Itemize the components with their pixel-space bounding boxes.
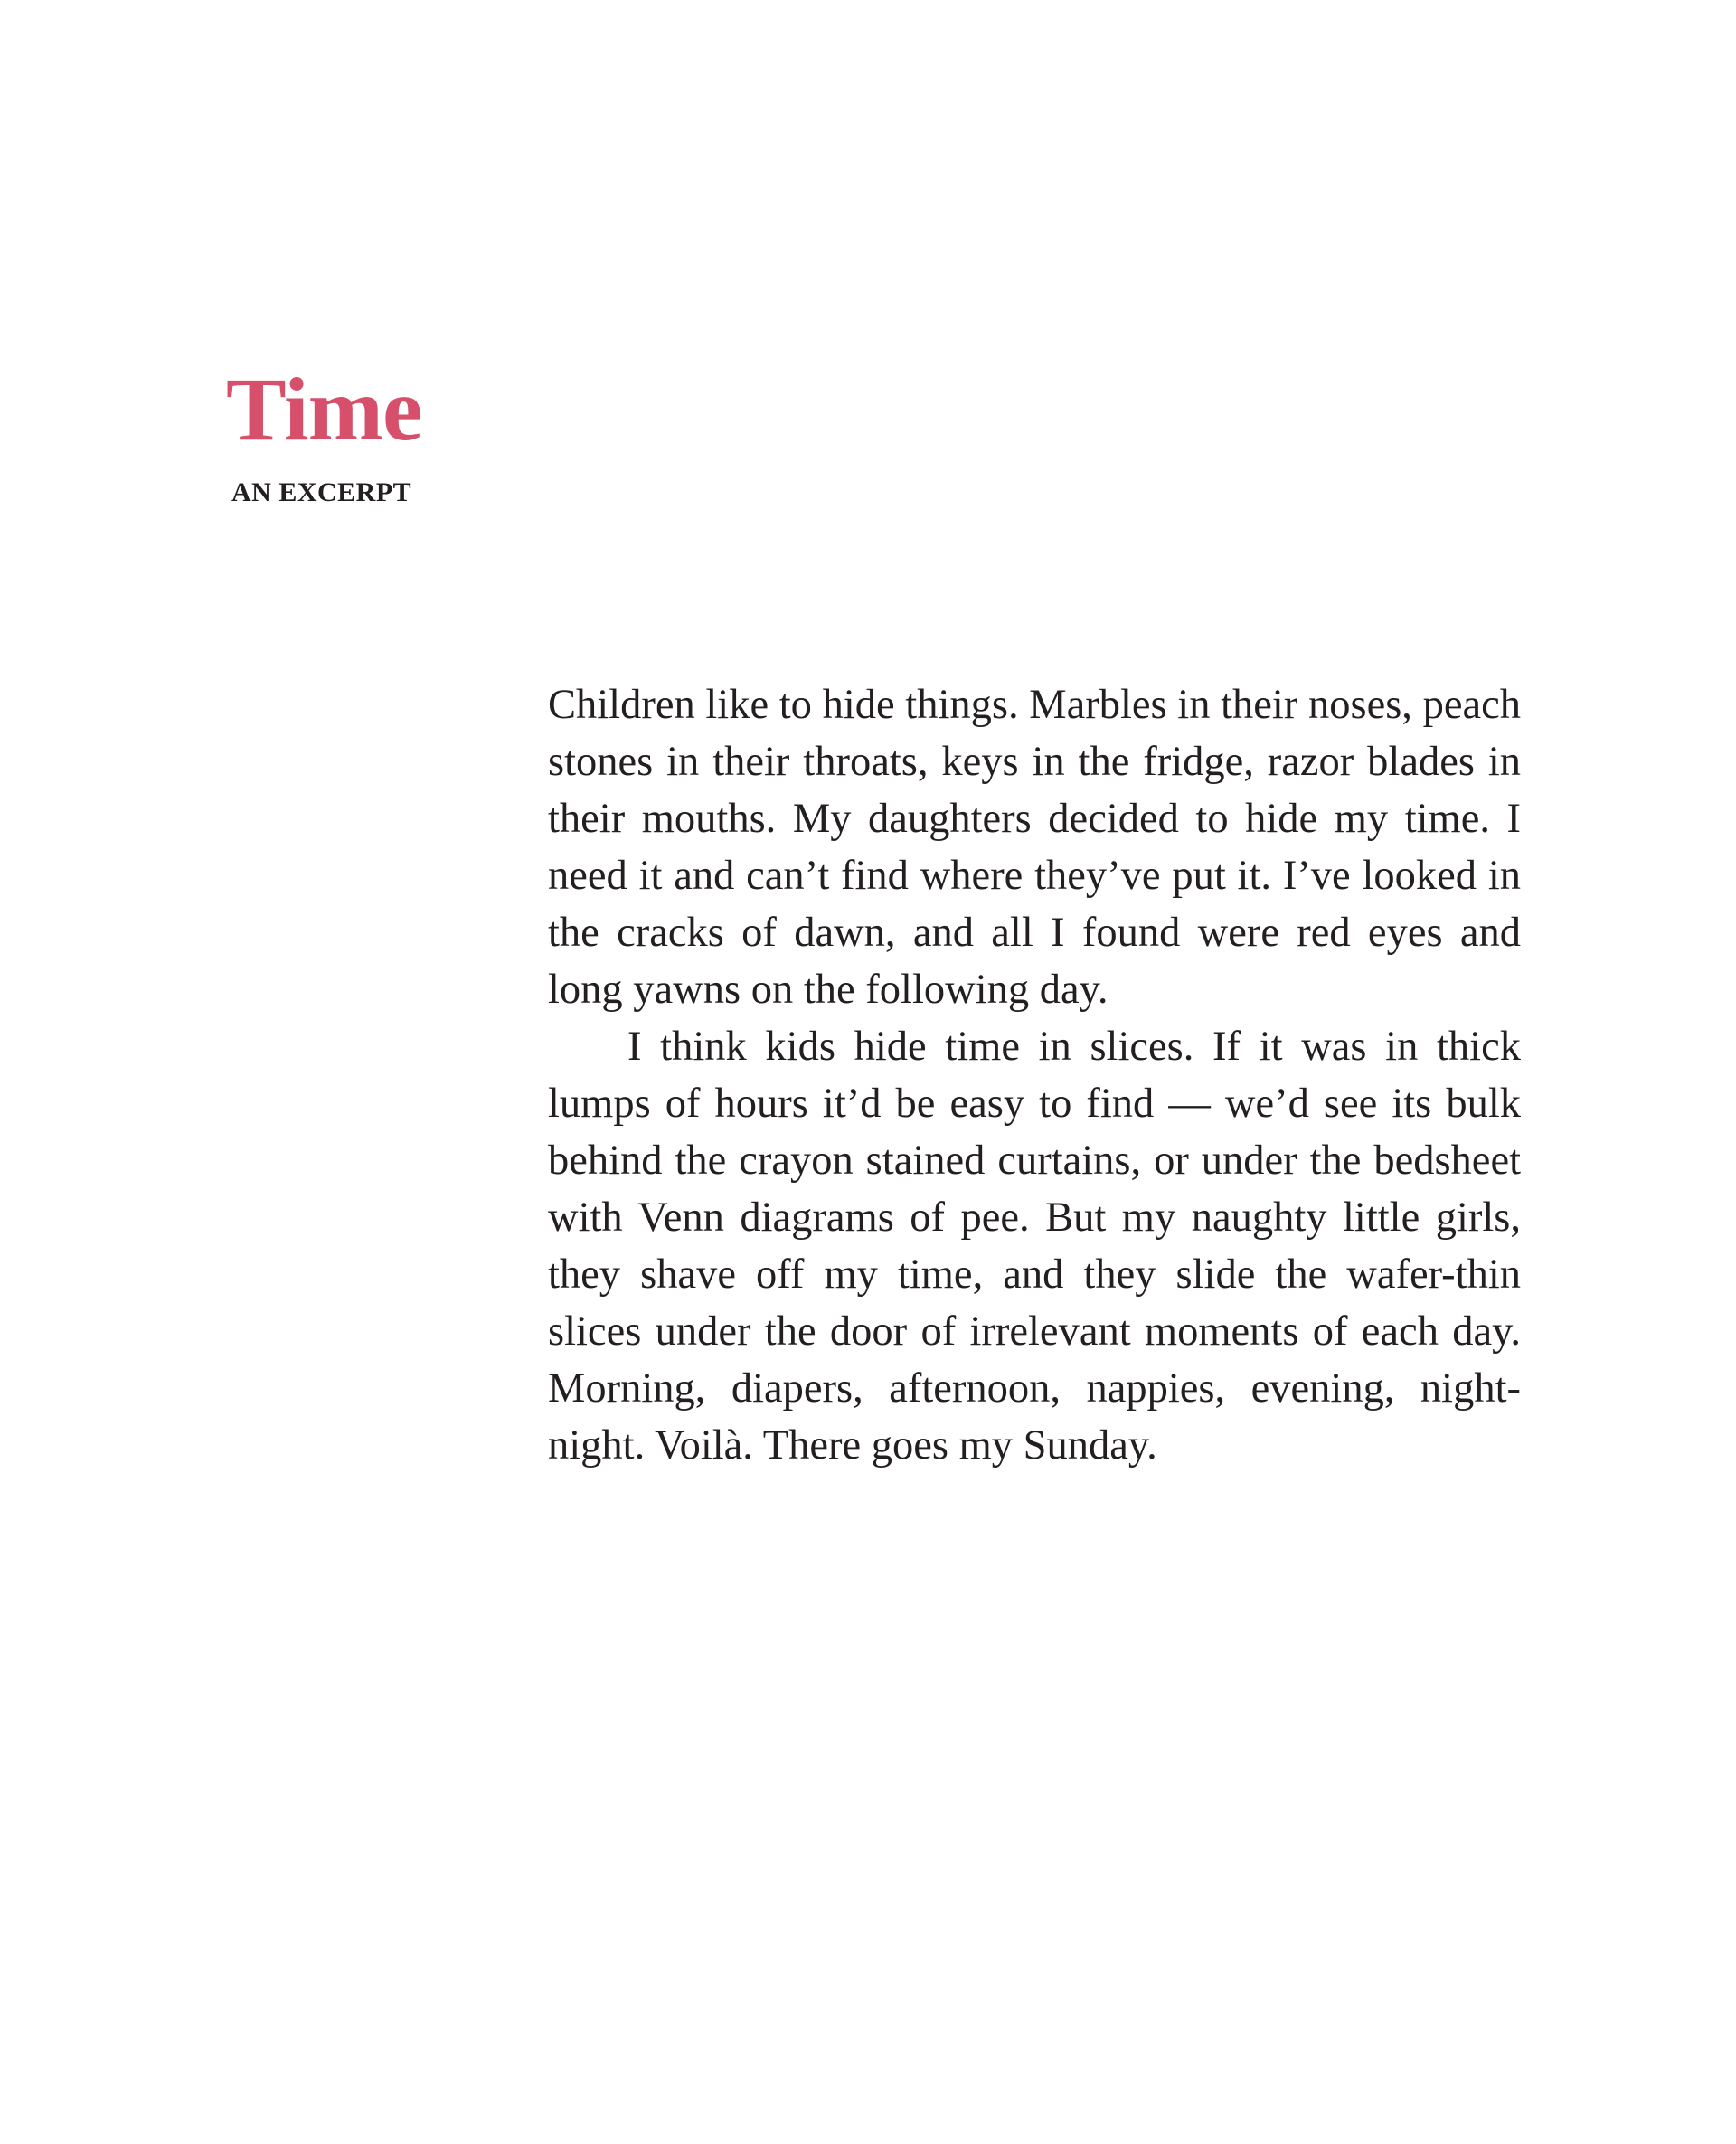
paragraph: I think kids hide time in slices. If it was in thick lumps of hours it’d be easy to find — we’d see its bulk behind the crayon stained curtains, or under the bedsheet with Venn diagrams of pee. But my naughty little girls, they shave off my time, and they slide the wafer-thin slices under the door of irrelevant moments of each day. Morning, diapers, afternoon, nappies, evening, night-night. Voilà. There goes my Sunday. (548, 1024, 1521, 1469)
page-title: Time (226, 359, 422, 459)
excerpt-body (548, 676, 1521, 1474)
page-subtitle: AN EXCERPT (231, 477, 412, 507)
paragraph: Children like to hide things. Marbles in their noses, peach stones in their throats, keys in the fridge, razor blades in their mouths. My daughters decided to hide my time. I need it and can’t find where they’ve put it. I’ve looked in the cracks of dawn, and all I found were red eyes and long yawns on the following day. (548, 682, 1521, 1013)
